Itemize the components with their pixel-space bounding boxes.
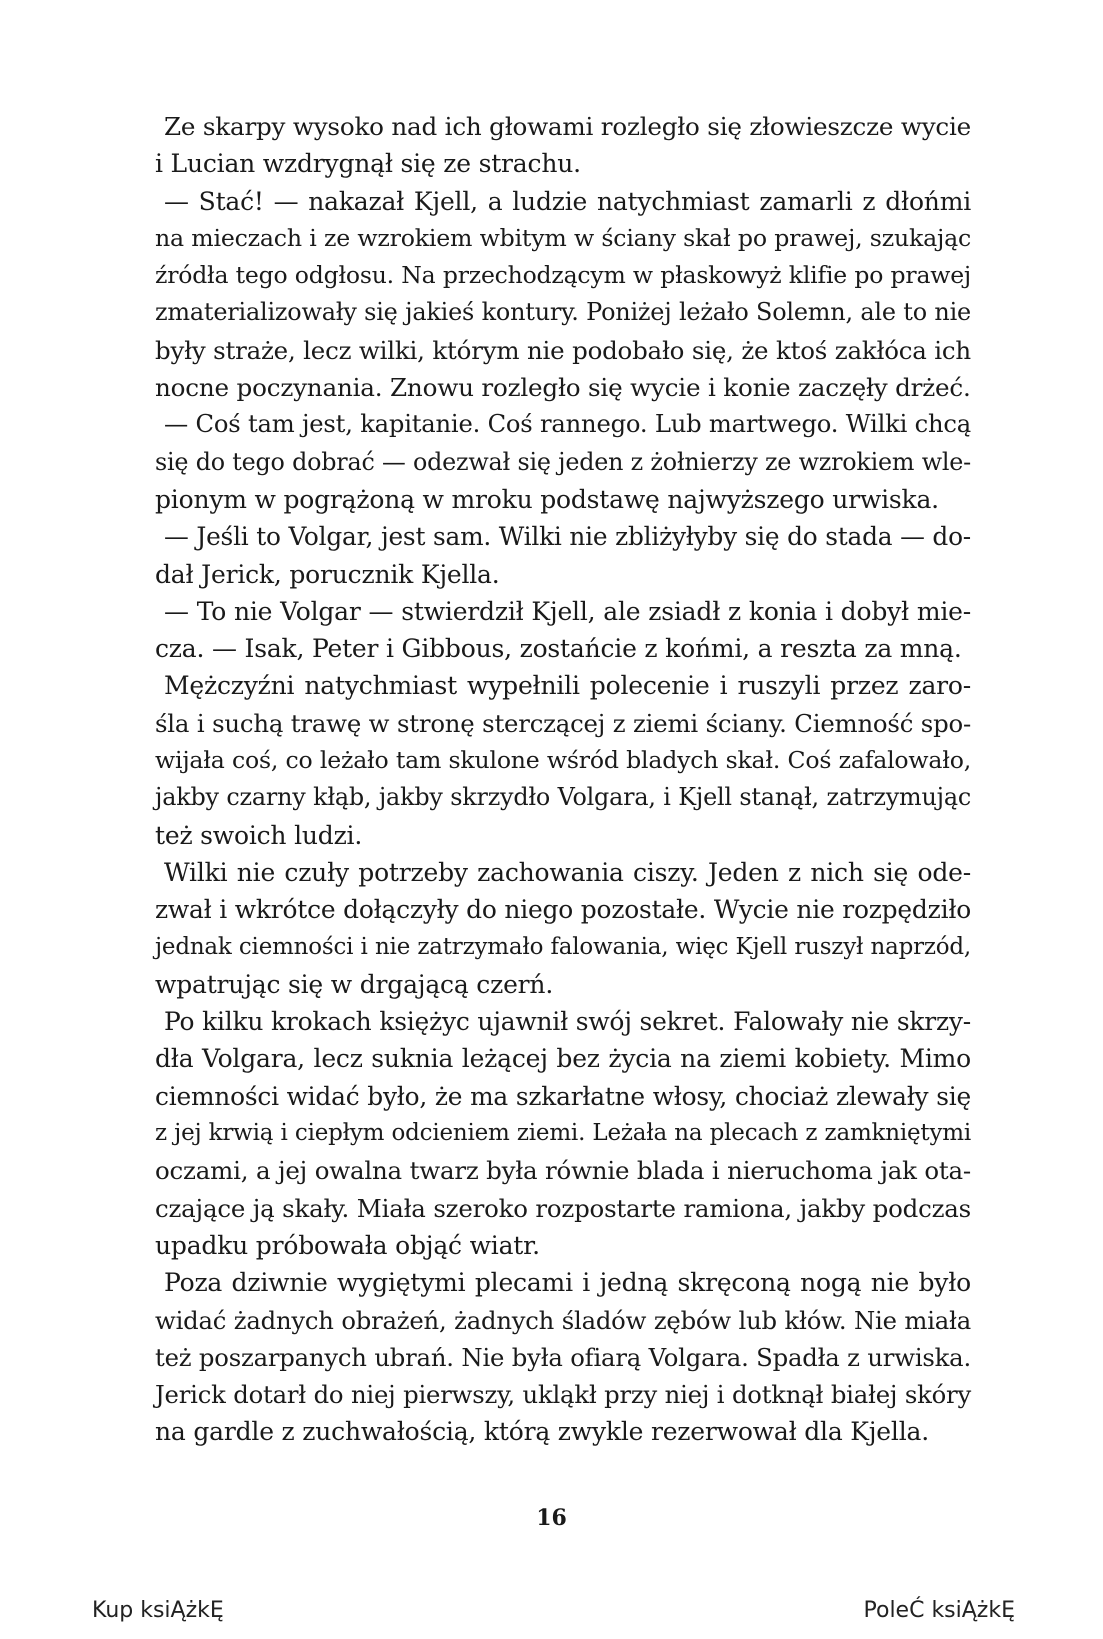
text-line: jednak ciemności i nie zatrzymało falowania, więc Kjell ruszył naprzód, xyxy=(155,933,971,960)
text-line: z jej krwią i ciepłym odcieniem ziemi. Leżała na plecach z zamkniętymi xyxy=(155,1120,971,1147)
text-line: jakby czarny kłąb, jakby skrzydło Volgara, i Kjell stanął, zatrzymując xyxy=(155,783,971,812)
text-line: zmaterializowały się jakieś kontury. Poniżej leżało Solemn, ale to nie xyxy=(155,298,971,327)
text-line: też swoich ludzi. xyxy=(155,820,363,850)
recommend-book-link[interactable]: PoleĆ ksiĄżkĘ xyxy=(863,1598,1015,1623)
text-line: na mieczach i ze wzrokiem wbitym w ściany skał po prawej, szukając xyxy=(155,223,971,252)
text-line: czające ją skały. Miała szeroko rozpostarte ramiona, jakby podczas xyxy=(155,1193,971,1223)
text-line: Wilki nie czuły potrzeby zachowania ciszy. Jeden z nich się ode- xyxy=(164,857,971,887)
body-text xyxy=(155,108,971,1451)
text-line: — Jeśli to Volgar, jest sam. Wilki nie zbliżyłyby się do stada — do- xyxy=(164,522,971,552)
text-line: Po kilku krokach księżyc ujawnił swój sekret. Falowały nie skrzy- xyxy=(164,1007,971,1037)
text-line: cza. — Isak, Peter i Gibbous, zostańcie z końmi, a reszta za mną. xyxy=(155,634,962,664)
text-line: pionym w pogrążoną w mroku podstawę najwyższego urwiska. xyxy=(155,484,939,514)
text-line: Jerick dotarł do niej pierwszy, ukląkł przy niej i dotknął białej skóry xyxy=(155,1380,971,1410)
text-line: — Stać! — nakazał Kjell, a ludzie natychmiast zamarli z dłońmi xyxy=(164,186,971,216)
text-line: — Coś tam jest, kapitanie. Coś rannego. Lub martwego. Wilki chcą xyxy=(164,410,971,439)
text-line: dła Volgara, lecz suknia leżącej bez życia na ziemi kobiety. Mimo xyxy=(155,1044,971,1074)
text-line: zwał i wkrótce dołączyły do niego pozostałe. Wycie nie rozpędziło xyxy=(155,895,971,925)
text-line: i Lucian wzdrygnął się ze strachu. xyxy=(155,149,581,179)
text-line: źródła tego odgłosu. Na przechodzącym w płaskowyż klifie po prawej xyxy=(155,261,971,290)
text-line: śla i suchą trawę w stronę sterczącej z ziemi ściany. Ciemność spo- xyxy=(155,708,971,738)
text-line: Ze skarpy wysoko nad ich głowami rozległo się złowieszcze wycie xyxy=(164,112,971,141)
text-line: dał Jerick, porucznik Kjella. xyxy=(155,559,500,589)
text-line: upadku próbowała objąć wiatr. xyxy=(155,1230,540,1260)
buy-book-link[interactable]: Kup ksiĄżkĘ xyxy=(92,1598,224,1623)
text-line: widać żadnych obrażeń, żadnych śladów zębów lub kłów. Nie miała xyxy=(155,1305,971,1335)
text-line: oczami, a jej owalna twarz była równie blada i nieruchoma jak ota- xyxy=(155,1156,971,1186)
text-line: wpatrując się w drgającą czerń. xyxy=(155,969,554,999)
text-line: Poza dziwnie wygiętymi plecami i jedną skręconą nogą nie było xyxy=(164,1268,971,1298)
text-line: też poszarpanych ubrań. Nie była ofiarą Volgara. Spadła z urwiska. xyxy=(155,1342,971,1372)
page-number: 16 xyxy=(536,1505,567,1531)
text-line: ciemności widać było, że ma szkarłatne włosy, chociaż zlewały się xyxy=(155,1081,971,1111)
text-line: wijała coś, co leżało tam skulone wśród bladych skał. Coś zafalowało, xyxy=(155,746,971,775)
text-line: Mężczyźni natychmiast wypełnili polecenie i ruszyli przez zaro- xyxy=(164,671,971,701)
text-line: — To nie Volgar — stwierdził Kjell, ale zsiadł z konia i dobył mie- xyxy=(164,596,971,626)
text-line: były straże, lecz wilki, którym nie podobało się, że ktoś zakłóca ich xyxy=(155,335,971,365)
text-line: nocne poczynania. Znowu rozległo się wycie i konie zaczęły drżeć. xyxy=(155,373,971,403)
text-line: na gardle z zuchwałością, którą zwykle rezerwował dla Kjella. xyxy=(155,1417,929,1447)
text-line: się do tego dobrać — odezwał się jeden z żołnierzy ze wzrokiem wle- xyxy=(155,447,971,476)
